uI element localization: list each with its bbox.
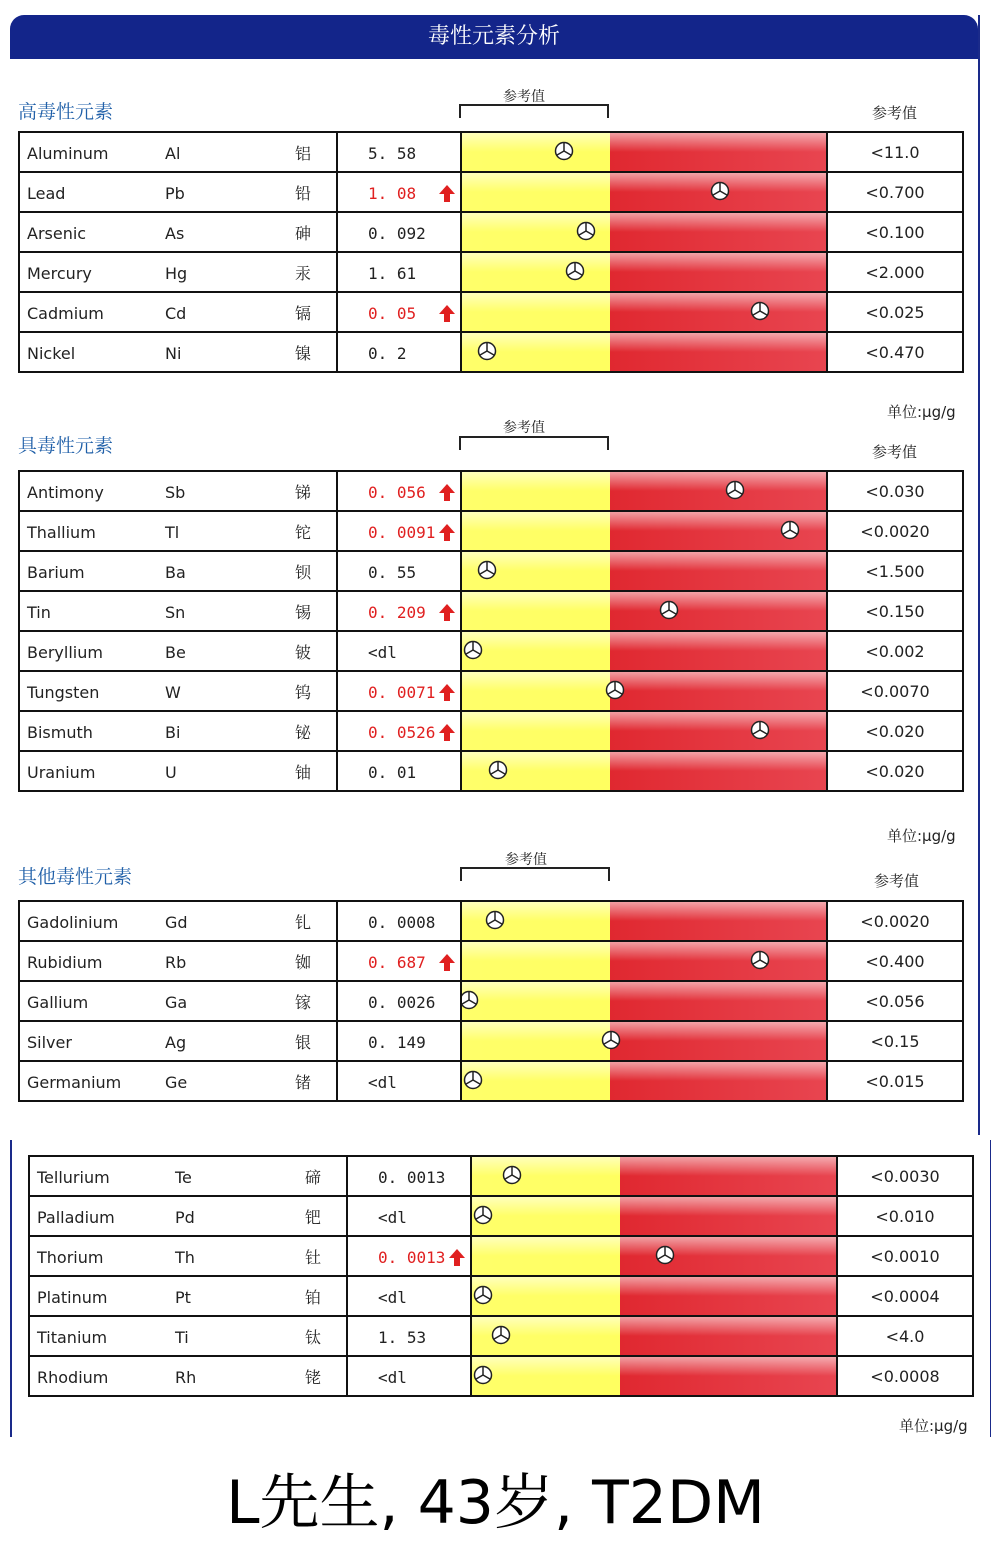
element-chinese-name: 锗 bbox=[295, 1072, 312, 1092]
element-row-gd bbox=[19, 901, 963, 941]
level-bar bbox=[461, 711, 827, 751]
reference-value: <0.0030 bbox=[837, 1156, 973, 1196]
ref-bracket bbox=[460, 867, 610, 881]
element-name: Arsenic bbox=[27, 223, 87, 243]
element-name: Thorium bbox=[37, 1247, 104, 1267]
element-symbol: Sb bbox=[165, 482, 186, 502]
element-value-cell bbox=[337, 172, 461, 212]
element-name: Silver bbox=[27, 1032, 72, 1052]
patient-caption: L先生, 43岁, T2DM bbox=[226, 1468, 765, 1538]
element-chinese-name: 铂 bbox=[305, 1287, 322, 1307]
level-marker-icon bbox=[463, 1070, 483, 1090]
element-name-cell bbox=[29, 1316, 347, 1356]
element-value: 0. 056 bbox=[368, 483, 426, 502]
level-bar bbox=[461, 292, 827, 332]
element-value: <dl bbox=[368, 1073, 397, 1092]
level-bar bbox=[461, 212, 827, 252]
element-value-cell bbox=[337, 1061, 461, 1101]
level-bar bbox=[461, 751, 827, 791]
ref-bracket-label: 参考值 bbox=[505, 852, 547, 868]
element-value: 0. 0526 bbox=[368, 723, 436, 742]
element-value-cell bbox=[347, 1196, 471, 1236]
arrow-up-icon bbox=[439, 185, 455, 194]
element-value-cell bbox=[347, 1156, 471, 1196]
element-name-cell bbox=[29, 1156, 347, 1196]
reference-value: <0.400 bbox=[827, 941, 963, 981]
level-bar bbox=[471, 1356, 837, 1396]
element-name-cell bbox=[19, 551, 337, 591]
element-name: Beryllium bbox=[27, 642, 103, 662]
element-chinese-name: 砷 bbox=[295, 223, 312, 243]
arrow-up-icon bbox=[439, 305, 455, 314]
level-marker-icon bbox=[491, 1325, 511, 1345]
element-row-be bbox=[19, 631, 963, 671]
element-chinese-name: 钆 bbox=[295, 912, 312, 932]
element-row-ge bbox=[19, 1061, 963, 1101]
element-symbol: Ag bbox=[165, 1032, 187, 1052]
element-chinese-name: 铀 bbox=[295, 762, 312, 782]
arrow-up-icon bbox=[439, 724, 455, 733]
element-chinese-name: 铊 bbox=[295, 522, 312, 542]
level-marker-icon bbox=[477, 560, 497, 580]
element-name-cell bbox=[29, 1196, 347, 1236]
element-value: 0. 2 bbox=[368, 344, 407, 363]
element-name-cell bbox=[19, 591, 337, 631]
element-symbol: Ti bbox=[175, 1327, 189, 1347]
element-name-cell bbox=[29, 1276, 347, 1316]
element-value-cell bbox=[337, 671, 461, 711]
level-marker-icon bbox=[502, 1165, 522, 1185]
level-marker-icon bbox=[473, 1365, 493, 1385]
element-symbol: Ni bbox=[165, 343, 182, 363]
element-table-other-toxic bbox=[18, 900, 964, 1102]
level-bar bbox=[461, 1021, 827, 1061]
reference-value: <0.015 bbox=[827, 1061, 963, 1101]
element-name-cell bbox=[19, 711, 337, 751]
element-symbol: W bbox=[165, 682, 181, 702]
element-name: Platinum bbox=[37, 1287, 108, 1307]
element-name-cell bbox=[29, 1356, 347, 1396]
ref-bracket-label: 参考值 bbox=[503, 89, 545, 105]
section-title-other-toxic: 其他毒性元素 bbox=[18, 866, 133, 888]
level-marker-icon bbox=[659, 600, 679, 620]
element-name: Uranium bbox=[27, 762, 96, 782]
element-value-cell bbox=[347, 1316, 471, 1356]
level-bar bbox=[471, 1316, 837, 1356]
element-symbol: Sn bbox=[165, 602, 186, 622]
reference-value: <0.15 bbox=[827, 1021, 963, 1061]
element-name: Thallium bbox=[27, 522, 96, 542]
element-name: Mercury bbox=[27, 263, 92, 283]
element-value: 0. 149 bbox=[368, 1033, 426, 1052]
section-title-toxic: 具毒性元素 bbox=[18, 435, 114, 457]
level-marker-icon bbox=[461, 990, 479, 1010]
element-value-cell bbox=[337, 511, 461, 551]
level-bar bbox=[471, 1156, 837, 1196]
element-value: 1. 61 bbox=[368, 264, 417, 283]
element-name-cell bbox=[19, 1061, 337, 1101]
arrow-up-icon bbox=[439, 484, 455, 493]
element-symbol: Tl bbox=[165, 522, 180, 542]
element-row-ba bbox=[19, 551, 963, 591]
level-bar bbox=[461, 901, 827, 941]
level-marker-icon bbox=[463, 640, 483, 660]
element-name-cell bbox=[19, 901, 337, 941]
element-table-toxic bbox=[18, 470, 964, 792]
level-bar bbox=[461, 132, 827, 172]
arrow-up-icon bbox=[439, 684, 455, 693]
element-symbol: Gd bbox=[165, 912, 188, 932]
level-bar bbox=[461, 941, 827, 981]
element-chinese-name: 镉 bbox=[295, 303, 312, 323]
element-chinese-name: 碲 bbox=[305, 1167, 322, 1187]
element-symbol: Al bbox=[165, 143, 181, 163]
arrow-up-icon bbox=[439, 954, 455, 963]
level-bar bbox=[461, 252, 827, 292]
reference-value: <0.056 bbox=[827, 981, 963, 1021]
level-marker-icon bbox=[750, 950, 770, 970]
element-value: 0. 209 bbox=[368, 603, 426, 622]
element-value: 0. 687 bbox=[368, 953, 426, 972]
element-chinese-name: 铷 bbox=[295, 952, 312, 972]
level-marker-icon bbox=[576, 221, 596, 241]
element-name: Rhodium bbox=[37, 1367, 109, 1387]
reference-value: <0.150 bbox=[827, 591, 963, 631]
level-marker-icon bbox=[554, 141, 574, 161]
element-name: Aluminum bbox=[27, 143, 109, 163]
element-value-cell bbox=[337, 551, 461, 591]
element-value-cell bbox=[347, 1236, 471, 1276]
level-marker-icon bbox=[473, 1205, 493, 1225]
level-bar bbox=[461, 332, 827, 372]
reference-value: <0.0070 bbox=[827, 671, 963, 711]
element-name: Tungsten bbox=[27, 682, 100, 702]
element-value-cell bbox=[337, 252, 461, 292]
level-bar bbox=[461, 671, 827, 711]
element-value: 0. 01 bbox=[368, 763, 417, 782]
element-symbol: Pb bbox=[165, 183, 185, 203]
element-chinese-name: 铋 bbox=[295, 722, 312, 742]
element-name-cell bbox=[19, 292, 337, 332]
level-marker-icon bbox=[488, 760, 508, 780]
level-bar bbox=[461, 172, 827, 212]
reference-value: <0.025 bbox=[827, 292, 963, 332]
element-value-cell bbox=[337, 981, 461, 1021]
element-name-cell bbox=[19, 671, 337, 711]
element-name: Palladium bbox=[37, 1207, 115, 1227]
level-marker-icon bbox=[725, 480, 745, 500]
level-marker-icon bbox=[750, 720, 770, 740]
element-row-rh bbox=[29, 1356, 973, 1396]
element-name-cell bbox=[29, 1236, 347, 1276]
section-title-high-toxicity: 高毒性元素 bbox=[18, 101, 114, 123]
element-chinese-name: 锑 bbox=[295, 482, 312, 502]
element-row-te bbox=[29, 1156, 973, 1196]
level-bar bbox=[461, 591, 827, 631]
level-bar bbox=[461, 511, 827, 551]
element-value-cell bbox=[337, 751, 461, 791]
reference-value: <0.0010 bbox=[837, 1236, 973, 1276]
element-value: <dl bbox=[378, 1208, 407, 1227]
element-row-pt bbox=[29, 1276, 973, 1316]
element-value-cell bbox=[337, 132, 461, 172]
element-chinese-name: 钨 bbox=[295, 682, 312, 702]
element-row-ag bbox=[19, 1021, 963, 1061]
level-marker-icon bbox=[477, 341, 497, 361]
reference-value: <0.0020 bbox=[827, 511, 963, 551]
reference-value: <0.010 bbox=[837, 1196, 973, 1236]
unit-note: 单位:μg/g bbox=[899, 1417, 968, 1435]
element-name: Titanium bbox=[37, 1327, 108, 1347]
element-symbol: U bbox=[165, 762, 177, 782]
element-value-cell bbox=[347, 1276, 471, 1316]
element-row-al bbox=[19, 132, 963, 172]
element-chinese-name: 锡 bbox=[295, 602, 312, 622]
level-bar bbox=[461, 981, 827, 1021]
element-symbol: Rb bbox=[165, 952, 187, 972]
element-row-pb bbox=[19, 172, 963, 212]
level-bar bbox=[471, 1236, 837, 1276]
element-symbol: Bi bbox=[165, 722, 181, 742]
reference-value: <0.020 bbox=[827, 751, 963, 791]
element-value: 1. 08 bbox=[368, 184, 417, 203]
level-marker-icon bbox=[750, 301, 770, 321]
element-name: Gallium bbox=[27, 992, 89, 1012]
element-name: Lead bbox=[27, 183, 66, 203]
element-value-cell bbox=[337, 332, 461, 372]
element-name-cell bbox=[19, 631, 337, 671]
element-value-cell bbox=[347, 1356, 471, 1396]
element-chinese-name: 银 bbox=[295, 1032, 312, 1052]
unit-note: 单位:μg/g bbox=[887, 827, 956, 845]
element-value: <dl bbox=[378, 1288, 407, 1307]
element-value-cell bbox=[337, 471, 461, 511]
element-name-cell bbox=[19, 511, 337, 551]
element-name-cell bbox=[19, 172, 337, 212]
element-value: 0. 0008 bbox=[368, 913, 436, 932]
arrow-up-icon bbox=[449, 1249, 465, 1258]
element-value-cell bbox=[337, 631, 461, 671]
element-value: 0. 0013 bbox=[378, 1248, 446, 1267]
reference-value: <1.500 bbox=[827, 551, 963, 591]
element-name: Tellurium bbox=[37, 1167, 110, 1187]
element-value: <dl bbox=[378, 1368, 407, 1387]
element-row-w bbox=[19, 671, 963, 711]
element-row-ni bbox=[19, 332, 963, 372]
element-name: Gadolinium bbox=[27, 912, 119, 932]
level-bar bbox=[471, 1276, 837, 1316]
element-value: 0. 55 bbox=[368, 563, 417, 582]
reference-value: <0.0004 bbox=[837, 1276, 973, 1316]
element-value-cell bbox=[337, 212, 461, 252]
reference-value: <0.700 bbox=[827, 172, 963, 212]
element-chinese-name: 钛 bbox=[305, 1327, 322, 1347]
element-name: Rubidium bbox=[27, 952, 103, 972]
ref-bracket-label: 参考值 bbox=[503, 420, 545, 436]
level-marker-icon bbox=[565, 261, 585, 281]
page-title: 毒性元素分析 bbox=[10, 15, 978, 59]
element-value: <dl bbox=[368, 643, 397, 662]
element-value-cell bbox=[337, 901, 461, 941]
element-symbol: Te bbox=[175, 1167, 192, 1187]
reference-value: <4.0 bbox=[837, 1316, 973, 1356]
element-value: 0. 05 bbox=[368, 304, 417, 323]
reference-value: <0.020 bbox=[827, 711, 963, 751]
element-row-sb bbox=[19, 471, 963, 511]
element-value-cell bbox=[337, 292, 461, 332]
element-value: 1. 53 bbox=[378, 1328, 427, 1347]
element-row-bi bbox=[19, 711, 963, 751]
reference-value: <0.470 bbox=[827, 332, 963, 372]
element-chinese-name: 钯 bbox=[305, 1207, 322, 1227]
element-chinese-name: 镍 bbox=[295, 343, 312, 363]
element-symbol: Ba bbox=[165, 562, 186, 582]
unit-note: 单位:μg/g bbox=[887, 403, 956, 421]
element-name-cell bbox=[19, 471, 337, 511]
element-row-rb bbox=[19, 941, 963, 981]
element-chinese-name: 铑 bbox=[305, 1367, 322, 1387]
level-bar bbox=[461, 471, 827, 511]
element-symbol: Pd bbox=[175, 1207, 195, 1227]
element-row-ti bbox=[29, 1316, 973, 1356]
element-value: 0. 092 bbox=[368, 224, 426, 243]
ref-column-label: 参考值 bbox=[874, 872, 920, 890]
element-symbol: Rh bbox=[175, 1367, 197, 1387]
element-name: Nickel bbox=[27, 343, 76, 363]
element-name-cell bbox=[19, 981, 337, 1021]
element-value-cell bbox=[337, 941, 461, 981]
reference-value: <0.002 bbox=[827, 631, 963, 671]
arrow-up-icon bbox=[439, 604, 455, 613]
element-value: 5. 58 bbox=[368, 144, 417, 163]
element-value-cell bbox=[337, 1021, 461, 1061]
element-chinese-name: 钡 bbox=[295, 562, 312, 582]
element-chinese-name: 铅 bbox=[295, 183, 312, 203]
element-name: Antimony bbox=[27, 482, 104, 502]
level-bar bbox=[471, 1196, 837, 1236]
ref-column-label: 参考值 bbox=[872, 443, 918, 461]
level-marker-icon bbox=[780, 520, 800, 540]
element-symbol: Ga bbox=[165, 992, 188, 1012]
level-marker-icon bbox=[473, 1285, 493, 1305]
reference-value: <0.0020 bbox=[827, 901, 963, 941]
element-name: Germanium bbox=[27, 1072, 122, 1092]
reference-value: <11.0 bbox=[827, 132, 963, 172]
element-symbol: Th bbox=[175, 1247, 195, 1267]
reference-value: <2.000 bbox=[827, 252, 963, 292]
ref-bracket bbox=[459, 436, 609, 450]
level-bar bbox=[461, 551, 827, 591]
element-name: Bismuth bbox=[27, 722, 93, 742]
element-table-other-toxic-continued bbox=[28, 1155, 974, 1397]
element-row-u bbox=[19, 751, 963, 791]
ref-column-label: 参考值 bbox=[872, 104, 918, 122]
element-value: 0. 0071 bbox=[368, 683, 436, 702]
element-row-th bbox=[29, 1236, 973, 1276]
element-symbol: Hg bbox=[165, 263, 188, 283]
element-name: Barium bbox=[27, 562, 85, 582]
level-marker-icon bbox=[601, 1030, 621, 1050]
element-value-cell bbox=[337, 591, 461, 631]
element-symbol: As bbox=[165, 223, 185, 243]
reference-value: <0.100 bbox=[827, 212, 963, 252]
element-symbol: Ge bbox=[165, 1072, 188, 1092]
reference-value: <0.030 bbox=[827, 471, 963, 511]
element-row-as bbox=[19, 212, 963, 252]
level-marker-icon bbox=[710, 181, 730, 201]
level-marker-icon bbox=[485, 910, 505, 930]
reference-value: <0.0008 bbox=[837, 1356, 973, 1396]
element-name-cell bbox=[19, 332, 337, 372]
element-row-sn bbox=[19, 591, 963, 631]
element-value: 0. 0091 bbox=[368, 523, 436, 542]
element-row-hg bbox=[19, 252, 963, 292]
arrow-up-icon bbox=[439, 524, 455, 533]
level-marker-icon bbox=[655, 1245, 675, 1265]
ref-bracket bbox=[459, 104, 609, 118]
level-bar bbox=[461, 1061, 827, 1101]
element-chinese-name: 铍 bbox=[295, 642, 312, 662]
element-row-tl bbox=[19, 511, 963, 551]
element-name-cell bbox=[19, 941, 337, 981]
element-name-cell bbox=[19, 1021, 337, 1061]
element-symbol: Be bbox=[165, 642, 186, 662]
element-value: 0. 0013 bbox=[378, 1168, 446, 1187]
element-table-high-toxicity bbox=[18, 131, 964, 373]
element-name: Cadmium bbox=[27, 303, 104, 323]
element-row-cd bbox=[19, 292, 963, 332]
element-chinese-name: 镓 bbox=[295, 992, 312, 1012]
element-chinese-name: 钍 bbox=[305, 1247, 322, 1267]
element-name: Tin bbox=[27, 602, 51, 622]
element-name-cell bbox=[19, 132, 337, 172]
element-name-cell bbox=[19, 252, 337, 292]
element-chinese-name: 汞 bbox=[295, 263, 312, 283]
element-value-cell bbox=[337, 711, 461, 751]
level-bar bbox=[461, 631, 827, 671]
element-row-ga bbox=[19, 981, 963, 1021]
element-name-cell bbox=[19, 751, 337, 791]
element-symbol: Pt bbox=[175, 1287, 191, 1307]
level-marker-icon bbox=[605, 680, 625, 700]
element-symbol: Cd bbox=[165, 303, 187, 323]
element-chinese-name: 铝 bbox=[295, 143, 312, 163]
element-name-cell bbox=[19, 212, 337, 252]
element-value: 0. 0026 bbox=[368, 993, 436, 1012]
element-row-pd bbox=[29, 1196, 973, 1236]
